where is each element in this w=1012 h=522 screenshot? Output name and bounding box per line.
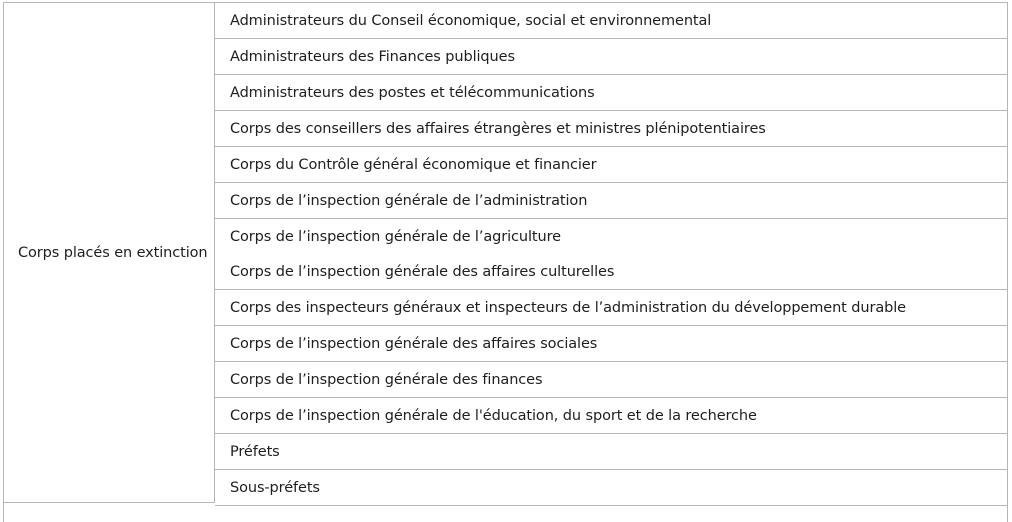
table-row xyxy=(215,219,1007,290)
corps-list xyxy=(215,3,1007,506)
table-row xyxy=(215,147,1007,183)
table-row xyxy=(215,111,1007,147)
table-row xyxy=(215,39,1007,75)
row-text: Corps de l’inspection générale de l’agriculture xyxy=(230,228,561,245)
row-text: Corps de l’inspection générale des affaires sociales xyxy=(230,335,598,352)
category-cell xyxy=(4,3,215,503)
row-text: Corps du Contrôle général économique et financier xyxy=(230,156,597,173)
table-row xyxy=(215,398,1007,434)
row-text: Sous-préfets xyxy=(230,479,320,496)
row-text: Administrateurs des Finances publiques xyxy=(230,48,515,65)
row-text: Corps des conseillers des affaires étrangères et ministres plénipotentiaires xyxy=(230,120,766,137)
row-text: Préfets xyxy=(230,443,280,460)
table-row xyxy=(215,75,1007,111)
category-label: Corps placés en extinction xyxy=(18,244,208,261)
table-row xyxy=(215,470,1007,506)
row-text: Corps de l’inspection générale de l'éducation, du sport et de la recherche xyxy=(230,407,757,424)
row-text: Administrateurs des postes et télécommunications xyxy=(230,84,595,101)
table-row xyxy=(215,3,1007,39)
row-text: Corps des inspecteurs généraux et inspecteurs de l’administration du développement durable xyxy=(230,299,906,316)
row-text: Corps de l’inspection générale des affaires culturelles xyxy=(230,263,615,280)
table-row xyxy=(215,183,1007,219)
table-row xyxy=(215,434,1007,470)
row-text: Corps de l’inspection générale des finances xyxy=(230,371,543,388)
table-row xyxy=(215,290,1007,326)
table-row xyxy=(215,362,1007,398)
table-row xyxy=(215,326,1007,362)
row-text: Administrateurs du Conseil économique, social et environnemental xyxy=(230,12,712,29)
row-text: Corps de l’inspection générale de l’administration xyxy=(230,192,588,209)
corps-table xyxy=(3,2,1008,522)
